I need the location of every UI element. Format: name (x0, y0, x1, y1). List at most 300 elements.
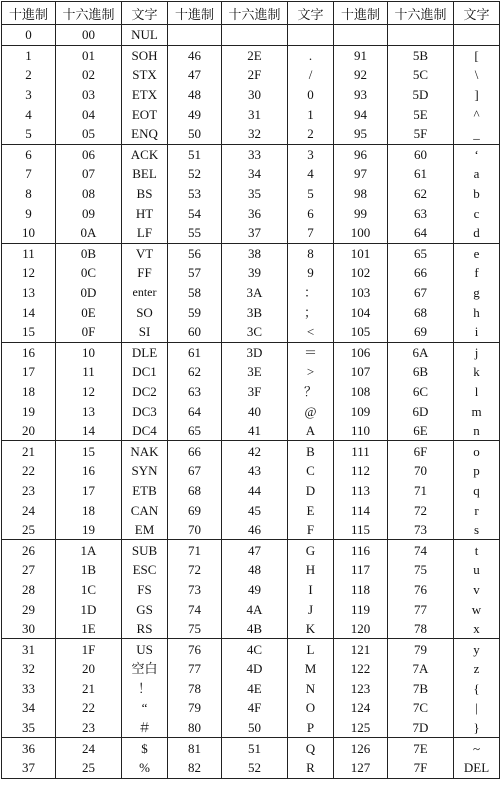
decimal-cell: 77 (168, 659, 222, 679)
char-cell: H (288, 560, 334, 580)
char-cell: EM (122, 520, 168, 540)
hex-cell: 77 (388, 599, 454, 619)
char-cell: 5 (288, 184, 334, 204)
hex-cell: 1B (56, 560, 122, 580)
hex-cell: 0D (56, 283, 122, 303)
decimal-cell: 57 (168, 263, 222, 283)
table-row (2, 619, 500, 639)
hex-cell: 21 (56, 679, 122, 699)
hex-cell: 48 (222, 560, 288, 580)
char-cell: FS (122, 580, 168, 600)
char-cell: ] (454, 85, 500, 105)
char-cell: SUB (122, 540, 168, 560)
char-cell: B (288, 441, 334, 461)
hex-cell: 4B (222, 619, 288, 639)
hex-cell: 49 (222, 580, 288, 600)
table-row (2, 500, 500, 520)
table-row (2, 164, 500, 184)
char-cell: e (454, 243, 500, 263)
table-row (2, 25, 500, 46)
decimal-cell: 68 (168, 481, 222, 501)
decimal-cell: 51 (168, 144, 222, 164)
decimal-cell: 109 (334, 401, 388, 421)
char-cell: LF (122, 223, 168, 243)
hex-cell: 1F (56, 639, 122, 659)
char-cell: ACK (122, 144, 168, 164)
char-cell: SYN (122, 461, 168, 481)
hex-cell: 0C (56, 263, 122, 283)
char-cell (454, 25, 500, 46)
ascii-code-table (1, 1, 500, 779)
decimal-cell: 32 (2, 659, 56, 679)
char-cell: Q (288, 738, 334, 758)
decimal-cell: 71 (168, 540, 222, 560)
header-row (2, 2, 500, 25)
hex-cell: 61 (388, 164, 454, 184)
hex-cell: 24 (56, 738, 122, 758)
char-cell: r (454, 500, 500, 520)
decimal-cell: 74 (168, 599, 222, 619)
decimal-cell: 15 (2, 322, 56, 342)
hex-cell: 5B (388, 45, 454, 65)
decimal-cell: 108 (334, 382, 388, 402)
decimal-cell: 12 (2, 263, 56, 283)
hex-cell: 52 (222, 758, 288, 778)
char-cell: j (454, 342, 500, 362)
decimal-cell: 8 (2, 184, 56, 204)
char-cell: i (454, 322, 500, 342)
char-cell (288, 25, 334, 46)
char-cell: l (454, 382, 500, 402)
hex-cell: 63 (388, 203, 454, 223)
char-cell: q (454, 481, 500, 501)
decimal-cell: 113 (334, 481, 388, 501)
table-row (2, 263, 500, 283)
column-header-decimal-3: 十進制 (334, 2, 388, 25)
decimal-cell: 80 (168, 718, 222, 738)
char-cell: CAN (122, 500, 168, 520)
char-cell: ~ (454, 738, 500, 758)
hex-cell: 33 (222, 144, 288, 164)
decimal-cell: 0 (2, 25, 56, 46)
hex-cell: 5C (388, 65, 454, 85)
char-cell: _ (454, 124, 500, 144)
hex-cell: 3A (222, 283, 288, 303)
char-cell: b (454, 184, 500, 204)
decimal-cell: 7 (2, 164, 56, 184)
hex-cell: 38 (222, 243, 288, 263)
table-row (2, 599, 500, 619)
table-row (2, 580, 500, 600)
table-row (2, 85, 500, 105)
char-cell: v (454, 580, 500, 600)
table-row (2, 758, 500, 778)
decimal-cell: 66 (168, 441, 222, 461)
hex-cell: 0A (56, 223, 122, 243)
hex-cell: 5D (388, 85, 454, 105)
hex-cell: 02 (56, 65, 122, 85)
char-cell: 4 (288, 164, 334, 184)
hex-cell: 32 (222, 124, 288, 144)
table-row (2, 322, 500, 342)
decimal-cell: 13 (2, 283, 56, 303)
table-row (2, 104, 500, 124)
decimal-cell: 116 (334, 540, 388, 560)
decimal-cell: 48 (168, 85, 222, 105)
char-cell: N (288, 679, 334, 699)
decimal-cell: 14 (2, 302, 56, 322)
char-cell: ‘ (454, 144, 500, 164)
decimal-cell: 110 (334, 421, 388, 441)
hex-cell: 14 (56, 421, 122, 441)
decimal-cell: 103 (334, 283, 388, 303)
decimal-cell: 62 (168, 362, 222, 382)
hex-cell: 69 (388, 322, 454, 342)
decimal-cell: 97 (334, 164, 388, 184)
hex-cell: 41 (222, 421, 288, 441)
hex-cell (222, 25, 288, 46)
decimal-cell: 114 (334, 500, 388, 520)
hex-cell: 23 (56, 718, 122, 738)
char-cell: f (454, 263, 500, 283)
hex-cell: 51 (222, 738, 288, 758)
decimal-cell: 58 (168, 283, 222, 303)
char-cell: \ (454, 65, 500, 85)
char-cell: c (454, 203, 500, 223)
hex-cell: 66 (388, 263, 454, 283)
table-row (2, 461, 500, 481)
hex-cell: 1A (56, 540, 122, 560)
decimal-cell: 4 (2, 104, 56, 124)
char-cell: ？ (288, 382, 334, 402)
decimal-cell: 102 (334, 263, 388, 283)
char-cell: “ (122, 698, 168, 718)
char-cell: RS (122, 619, 168, 639)
hex-cell: 5E (388, 104, 454, 124)
char-cell: g (454, 283, 500, 303)
char-cell: GS (122, 599, 168, 619)
hex-cell: 2E (222, 45, 288, 65)
hex-cell: 46 (222, 520, 288, 540)
char-cell: DEL (454, 758, 500, 778)
decimal-cell: 25 (2, 520, 56, 540)
hex-cell: 71 (388, 481, 454, 501)
hex-cell: 72 (388, 500, 454, 520)
hex-cell: 16 (56, 461, 122, 481)
hex-cell: 17 (56, 481, 122, 501)
char-cell: 空白 (122, 659, 168, 679)
decimal-cell: 18 (2, 382, 56, 402)
hex-cell: 15 (56, 441, 122, 461)
table-row (2, 481, 500, 501)
table-row (2, 718, 500, 738)
char-cell: ！ (122, 679, 168, 699)
char-cell: m (454, 401, 500, 421)
hex-cell: 3F (222, 382, 288, 402)
decimal-cell: 112 (334, 461, 388, 481)
char-cell: SI (122, 322, 168, 342)
char-cell: } (454, 718, 500, 738)
hex-cell: 06 (56, 144, 122, 164)
table-row (2, 302, 500, 322)
decimal-cell: 9 (2, 203, 56, 223)
hex-cell: 3C (222, 322, 288, 342)
table-body (2, 25, 500, 779)
table-row (2, 540, 500, 560)
char-cell: M (288, 659, 334, 679)
hex-cell: 68 (388, 302, 454, 322)
decimal-cell (334, 25, 388, 46)
char-cell: | (454, 698, 500, 718)
char-cell: ETB (122, 481, 168, 501)
char-cell: R (288, 758, 334, 778)
decimal-cell: 99 (334, 203, 388, 223)
char-cell: ENQ (122, 124, 168, 144)
table-row (2, 184, 500, 204)
char-cell: BS (122, 184, 168, 204)
char-cell: BEL (122, 164, 168, 184)
char-cell: . (288, 45, 334, 65)
char-cell: $ (122, 738, 168, 758)
char-cell: ＝ (288, 342, 334, 362)
char-cell: NAK (122, 441, 168, 461)
hex-cell: 7F (388, 758, 454, 778)
decimal-cell: 47 (168, 65, 222, 85)
decimal-cell: 75 (168, 619, 222, 639)
decimal-cell: 127 (334, 758, 388, 778)
char-cell: FF (122, 263, 168, 283)
hex-cell: 4D (222, 659, 288, 679)
hex-cell: 4C (222, 639, 288, 659)
char-cell: h (454, 302, 500, 322)
table-row (2, 738, 500, 758)
hex-cell: 08 (56, 184, 122, 204)
decimal-cell: 30 (2, 619, 56, 639)
decimal-cell: 59 (168, 302, 222, 322)
char-cell: a (454, 164, 500, 184)
decimal-cell: 79 (168, 698, 222, 718)
decimal-cell: 69 (168, 500, 222, 520)
decimal-cell: 101 (334, 243, 388, 263)
char-cell: G (288, 540, 334, 560)
char-cell: [ (454, 45, 500, 65)
hex-cell: 6F (388, 441, 454, 461)
hex-cell: 0E (56, 302, 122, 322)
decimal-cell: 104 (334, 302, 388, 322)
char-cell: n (454, 421, 500, 441)
hex-cell: 07 (56, 164, 122, 184)
char-cell: z (454, 659, 500, 679)
char-cell: STX (122, 65, 168, 85)
decimal-cell: 121 (334, 639, 388, 659)
char-cell: ； (288, 302, 334, 322)
table-row (2, 342, 500, 362)
decimal-cell: 56 (168, 243, 222, 263)
hex-cell: 03 (56, 85, 122, 105)
char-cell: E (288, 500, 334, 520)
char-cell: ^ (454, 104, 500, 124)
char-cell: DC1 (122, 362, 168, 382)
table-row (2, 65, 500, 85)
char-cell: 9 (288, 263, 334, 283)
char-cell: US (122, 639, 168, 659)
char-cell: SOH (122, 45, 168, 65)
table-row (2, 441, 500, 461)
hex-cell: 42 (222, 441, 288, 461)
hex-cell: 6E (388, 421, 454, 441)
decimal-cell: 52 (168, 164, 222, 184)
table-row (2, 124, 500, 144)
decimal-cell: 1 (2, 45, 56, 65)
table-row (2, 679, 500, 699)
decimal-cell: 107 (334, 362, 388, 382)
decimal-cell: 123 (334, 679, 388, 699)
column-header-char-1: 文字 (122, 2, 168, 25)
hex-cell: 4A (222, 599, 288, 619)
hex-cell: 0F (56, 322, 122, 342)
decimal-cell: 73 (168, 580, 222, 600)
decimal-cell: 91 (334, 45, 388, 65)
char-cell: NUL (122, 25, 168, 46)
char-cell: HT (122, 203, 168, 223)
hex-cell (388, 25, 454, 46)
hex-cell: 00 (56, 25, 122, 46)
hex-cell: 6C (388, 382, 454, 402)
hex-cell: 76 (388, 580, 454, 600)
decimal-cell: 119 (334, 599, 388, 619)
table-row (2, 362, 500, 382)
table-row (2, 639, 500, 659)
hex-cell: 50 (222, 718, 288, 738)
decimal-cell: 37 (2, 758, 56, 778)
decimal-cell: 60 (168, 322, 222, 342)
decimal-cell: 81 (168, 738, 222, 758)
char-cell: < (288, 322, 334, 342)
char-cell: DLE (122, 342, 168, 362)
char-cell: 3 (288, 144, 334, 164)
hex-cell: 12 (56, 382, 122, 402)
decimal-cell: 61 (168, 342, 222, 362)
hex-cell: 7E (388, 738, 454, 758)
decimal-cell: 65 (168, 421, 222, 441)
decimal-cell: 22 (2, 461, 56, 481)
table-row (2, 401, 500, 421)
decimal-cell: 54 (168, 203, 222, 223)
hex-cell: 6D (388, 401, 454, 421)
decimal-cell: 92 (334, 65, 388, 85)
hex-cell: 10 (56, 342, 122, 362)
hex-cell: 47 (222, 540, 288, 560)
column-header-hex-2: 十六進制 (222, 2, 288, 25)
decimal-cell: 53 (168, 184, 222, 204)
char-cell: 8 (288, 243, 334, 263)
char-cell: ETX (122, 85, 168, 105)
column-header-decimal-1: 十進制 (2, 2, 56, 25)
table-row (2, 223, 500, 243)
hex-cell: 70 (388, 461, 454, 481)
char-cell: F (288, 520, 334, 540)
char-cell: DC2 (122, 382, 168, 402)
hex-cell: 6B (388, 362, 454, 382)
char-cell: x (454, 619, 500, 639)
char-cell: ESC (122, 560, 168, 580)
decimal-cell: 124 (334, 698, 388, 718)
table-row (2, 382, 500, 402)
decimal-cell: 125 (334, 718, 388, 738)
hex-cell: 31 (222, 104, 288, 124)
hex-cell: 7A (388, 659, 454, 679)
column-header-hex-1: 十六進制 (56, 2, 122, 25)
char-cell: P (288, 718, 334, 738)
table-row (2, 421, 500, 441)
table-row (2, 45, 500, 65)
hex-cell: 11 (56, 362, 122, 382)
decimal-cell: 122 (334, 659, 388, 679)
table-row (2, 520, 500, 540)
decimal-cell: 23 (2, 481, 56, 501)
hex-cell: 09 (56, 203, 122, 223)
char-cell: O (288, 698, 334, 718)
char-cell: A (288, 421, 334, 441)
char-cell: / (288, 65, 334, 85)
decimal-cell: 93 (334, 85, 388, 105)
decimal-cell: 24 (2, 500, 56, 520)
hex-cell: 44 (222, 481, 288, 501)
hex-cell: 2F (222, 65, 288, 85)
hex-cell: 65 (388, 243, 454, 263)
table-row (2, 698, 500, 718)
decimal-cell: 3 (2, 85, 56, 105)
decimal-cell: 19 (2, 401, 56, 421)
char-cell: @ (288, 401, 334, 421)
table-row (2, 144, 500, 164)
hex-cell: 7C (388, 698, 454, 718)
decimal-cell: 26 (2, 540, 56, 560)
decimal-cell: 33 (2, 679, 56, 699)
char-cell: VT (122, 243, 168, 263)
char-cell: s (454, 520, 500, 540)
char-cell: d (454, 223, 500, 243)
hex-cell: 35 (222, 184, 288, 204)
char-cell: SO (122, 302, 168, 322)
hex-cell: 64 (388, 223, 454, 243)
decimal-cell: 11 (2, 243, 56, 263)
decimal-cell: 27 (2, 560, 56, 580)
char-cell: % (122, 758, 168, 778)
hex-cell: 5F (388, 124, 454, 144)
char-cell: p (454, 461, 500, 481)
hex-cell: 04 (56, 104, 122, 124)
decimal-cell: 17 (2, 362, 56, 382)
column-header-char-2: 文字 (288, 2, 334, 25)
decimal-cell (168, 25, 222, 46)
hex-cell: 67 (388, 283, 454, 303)
decimal-cell: 126 (334, 738, 388, 758)
char-cell: L (288, 639, 334, 659)
decimal-cell: 6 (2, 144, 56, 164)
decimal-cell: 105 (334, 322, 388, 342)
char-cell: D (288, 481, 334, 501)
decimal-cell: 21 (2, 441, 56, 461)
hex-cell: 13 (56, 401, 122, 421)
hex-cell: 62 (388, 184, 454, 204)
hex-cell: 73 (388, 520, 454, 540)
hex-cell: 20 (56, 659, 122, 679)
hex-cell: 37 (222, 223, 288, 243)
decimal-cell: 16 (2, 342, 56, 362)
char-cell: u (454, 560, 500, 580)
hex-cell: 18 (56, 500, 122, 520)
